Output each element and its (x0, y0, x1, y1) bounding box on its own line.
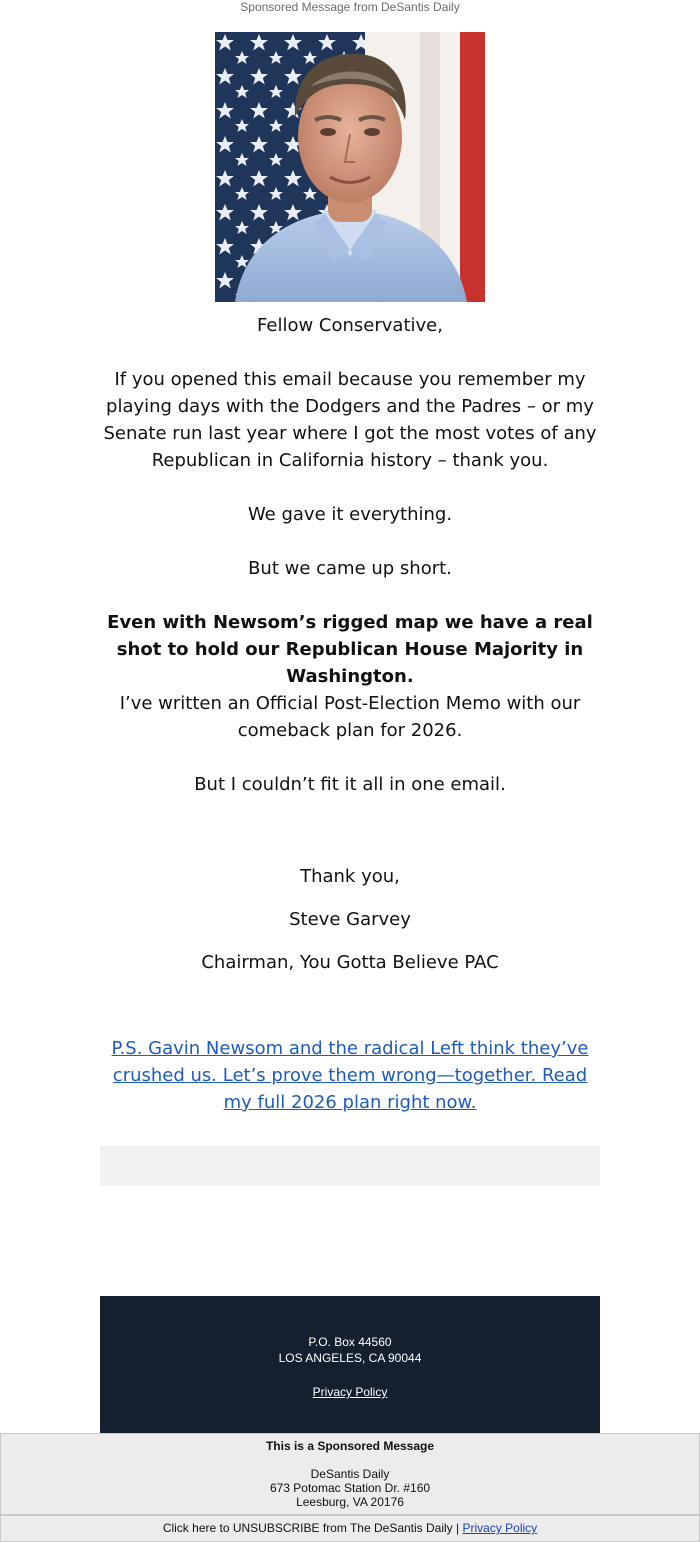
unsubscribe-privacy-link[interactable]: Privacy Policy (462, 1521, 538, 1535)
unsubscribe-separator: | (456, 1521, 460, 1535)
portrait-photo (215, 32, 485, 302)
sponsor-city: Leesburg, VA 20176 (296, 1495, 404, 1509)
footer-address (100, 1334, 600, 1366)
letter-signoff: Thank you, (300, 866, 400, 887)
sponsored-header-line: Sponsored Message from DeSantis Daily (240, 0, 460, 14)
gray-spacer-block (100, 1146, 600, 1186)
unsubscribe-link[interactable]: Click here to UNSUBSCRIBE from The DeSantis Daily (162, 1521, 453, 1535)
letter-greeting: Fellow Conservative, (257, 315, 443, 336)
footer-privacy-link[interactable]: Privacy Policy (312, 1385, 388, 1399)
signer-name: Steve Garvey (289, 909, 411, 930)
sponsor-street: 673 Potomac Station Dr. #160 (269, 1481, 431, 1495)
letter-paragraph-intro: If you opened this email because you remember my playing days with the Dodgers and the Padres – or my Senate run last year where I got the most votes of any Republican in California history – thank you. (103, 369, 597, 471)
letter-paragraph-email: But I couldn’t fit it all in one email. (194, 774, 506, 795)
footer (100, 1296, 600, 1434)
letter-paragraph-short: But we came up short. (248, 558, 452, 579)
sponsor-title: This is a Sponsored Message (265, 1439, 435, 1453)
sponsor-notice-box (0, 1433, 700, 1515)
letter-paragraph-gave: We gave it everything. (247, 504, 453, 525)
ps-plan-link[interactable]: P.S. Gavin Newsom and the radical Left think they’ve crushed us. Let’s prove them wrong—together. Read my full 2026 plan right now. (111, 1038, 589, 1113)
letter-paragraph-memo: I’ve written an Official Post-Election Memo with our comeback plan for 2026. (119, 693, 581, 741)
footer-privacy (100, 1384, 600, 1400)
signer-title: Chairman, You Gotta Believe PAC (201, 952, 499, 973)
unsubscribe-bar (0, 1515, 700, 1542)
footer-po-box: P.O. Box 44560 (308, 1335, 392, 1349)
sponsor-org: DeSantis Daily (310, 1467, 390, 1481)
footer-city-line: LOS ANGELES, CA 90044 (278, 1351, 422, 1365)
letter-paragraph-highlight: Even with Newsom’s rigged map we have a real shot to hold our Republican House Majority in Washington. (107, 612, 593, 687)
